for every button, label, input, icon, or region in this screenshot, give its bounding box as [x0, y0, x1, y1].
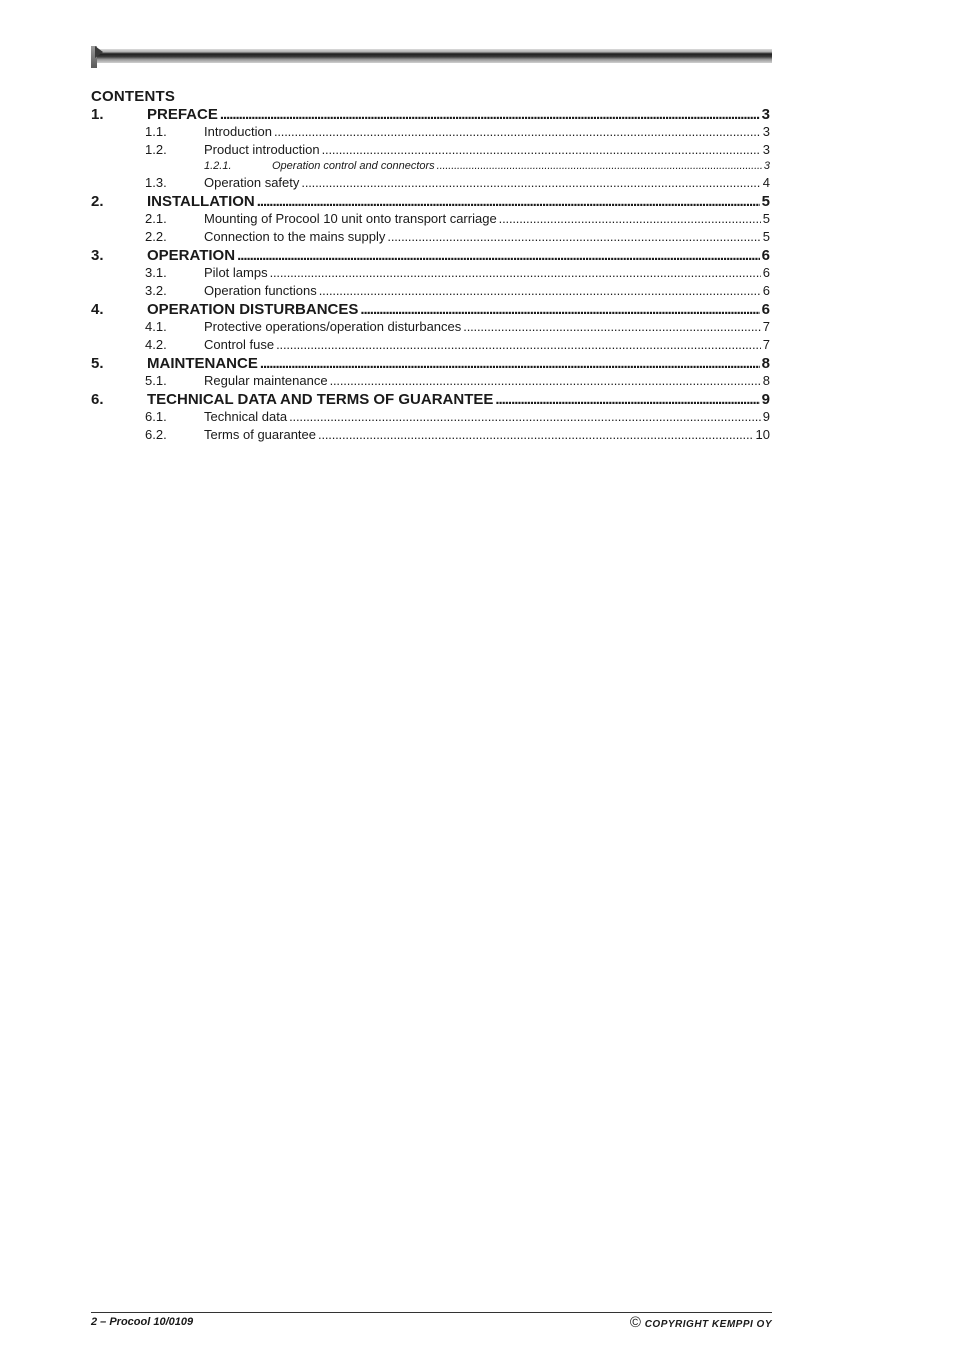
toc-entry-number: 2.1.: [145, 211, 167, 226]
toc-entry-leader: [289, 409, 761, 424]
toc-entry-number: 6.1.: [145, 409, 167, 424]
toc-entry-title: Protective operations/operation disturbances: [204, 319, 462, 334]
toc-entry[interactable]: [91, 211, 770, 229]
toc-entry-page: 10: [755, 427, 770, 442]
table-of-contents: [91, 106, 770, 445]
toc-entry-title: Terms of guarantee: [204, 427, 317, 442]
toc-entry-number: 3.1.: [145, 265, 167, 280]
toc-entry-title: Technical data: [204, 409, 288, 424]
toc-entry-page: 9: [762, 409, 770, 424]
toc-entry-page: 6: [762, 283, 770, 298]
toc-entry[interactable]: [91, 265, 770, 283]
toc-entry-title: Operation safety: [204, 175, 300, 190]
toc-entry-number: 3.: [91, 247, 104, 264]
toc-entry-number: 4.: [91, 301, 104, 318]
toc-entry-number: 1.2.: [145, 142, 167, 157]
header-rule-arrow-icon: [95, 46, 103, 58]
toc-entry[interactable]: [91, 409, 770, 427]
toc-entry-page: 6: [761, 247, 770, 264]
toc-entry-title: Introduction: [204, 124, 272, 139]
toc-entry-number: 6.: [91, 391, 104, 408]
toc-entry-leader: [274, 124, 761, 139]
toc-entry-page: 7: [762, 319, 770, 334]
toc-entry-leader: [220, 106, 760, 123]
toc-entry-leader: [499, 211, 761, 226]
toc-entry-leader: [318, 427, 754, 442]
toc-entry-number: 4.1.: [145, 319, 167, 334]
toc-entry-leader: [276, 337, 761, 352]
toc-entry-leader: [360, 301, 759, 318]
toc-entry-title: OPERATION: [147, 247, 236, 264]
toc-entry[interactable]: [91, 373, 770, 391]
toc-entry-title: Connection to the mains supply: [204, 229, 386, 244]
toc-entry-number: 3.2.: [145, 283, 167, 298]
toc-entry[interactable]: [91, 142, 770, 160]
copyright-icon: ©: [629, 1314, 642, 1331]
toc-entry[interactable]: [91, 319, 770, 337]
toc-entry-page: 6: [762, 265, 770, 280]
toc-entry-leader: [301, 175, 760, 190]
toc-entry-number: 5.: [91, 355, 104, 372]
toc-entry-page: 5: [762, 211, 770, 226]
toc-entry-leader: [319, 283, 761, 298]
footer-copyright: [630, 1314, 772, 1331]
toc-entry-number: 1.2.1.: [204, 160, 232, 172]
toc-entry-page: 7: [762, 337, 770, 352]
toc-entry-title: Mounting of Procool 10 unit onto transport carriage: [204, 211, 497, 226]
toc-entry-number: 2.: [91, 193, 104, 210]
toc-entry-page: 4: [762, 175, 770, 190]
toc-entry-title: Operation functions: [204, 283, 317, 298]
toc-entry-number: 6.2.: [145, 427, 167, 442]
toc-entry-number: 1.3.: [145, 175, 167, 190]
toc-entry[interactable]: [91, 229, 770, 247]
toc-entry-title: INSTALLATION: [147, 193, 255, 210]
toc-entry-number: 1.: [91, 106, 104, 123]
toc-entry[interactable]: [91, 427, 770, 445]
toc-entry-page: 3: [762, 124, 770, 139]
toc-entry-number: 1.1.: [145, 124, 167, 139]
toc-entry-page: 3: [763, 160, 770, 172]
toc-entry-page: 5: [761, 193, 770, 210]
toc-entry-page: 6: [761, 301, 770, 318]
toc-entry[interactable]: [91, 160, 770, 175]
toc-entry-title: PREFACE: [147, 106, 218, 123]
toc-entry[interactable]: [91, 337, 770, 355]
toc-entry-title: TECHNICAL DATA AND TERMS OF GUARANTEE: [147, 391, 494, 408]
toc-entry[interactable]: [91, 175, 770, 193]
toc-entry[interactable]: [91, 193, 770, 211]
toc-entry-title: OPERATION DISTURBANCES: [147, 301, 359, 318]
toc-entry-page: 3: [762, 142, 770, 157]
toc-entry-leader: [322, 142, 761, 157]
toc-entry[interactable]: [91, 106, 770, 124]
toc-entry-leader: [270, 265, 761, 280]
toc-entry-leader: [495, 391, 759, 408]
toc-entry-number: 4.2.: [145, 337, 167, 352]
toc-entry-leader: [330, 373, 761, 388]
toc-entry[interactable]: [91, 247, 770, 265]
toc-entry-leader: [437, 160, 762, 172]
toc-entry-page: 8: [762, 373, 770, 388]
contents-title: CONTENTS: [91, 88, 176, 105]
toc-entry-number: 2.2.: [145, 229, 167, 244]
toc-entry[interactable]: [91, 355, 770, 373]
toc-entry-page: 8: [761, 355, 770, 372]
toc-entry-title: Operation control and connectors: [272, 160, 435, 172]
toc-entry-leader: [463, 319, 761, 334]
footer-page-label: 2 – Procool 10/0109: [91, 1316, 194, 1328]
toc-entry-leader: [237, 247, 760, 264]
toc-entry-leader: [257, 193, 760, 210]
toc-entry[interactable]: [91, 124, 770, 142]
footer-rule: [91, 1312, 772, 1313]
toc-entry-title: MAINTENANCE: [147, 355, 258, 372]
toc-entry[interactable]: [91, 301, 770, 319]
toc-entry-title: Regular maintenance: [204, 373, 328, 388]
header-rule-line: [97, 49, 772, 63]
toc-entry-title: Control fuse: [204, 337, 275, 352]
toc-entry-leader: [387, 229, 760, 244]
toc-entry-page: 9: [761, 391, 770, 408]
toc-entry-page: 3: [761, 106, 770, 123]
toc-entry-title: Product introduction: [204, 142, 320, 157]
toc-entry-leader: [260, 355, 760, 372]
toc-entry-title: Pilot lamps: [204, 265, 268, 280]
header-rule: [91, 46, 772, 68]
toc-entry-number: 5.1.: [145, 373, 167, 388]
toc-entry[interactable]: [91, 391, 770, 409]
toc-entry-page: 5: [762, 229, 770, 244]
footer-copyright-text: COPYRIGHT KEMPPI OY: [644, 1319, 772, 1330]
toc-entry[interactable]: [91, 283, 770, 301]
